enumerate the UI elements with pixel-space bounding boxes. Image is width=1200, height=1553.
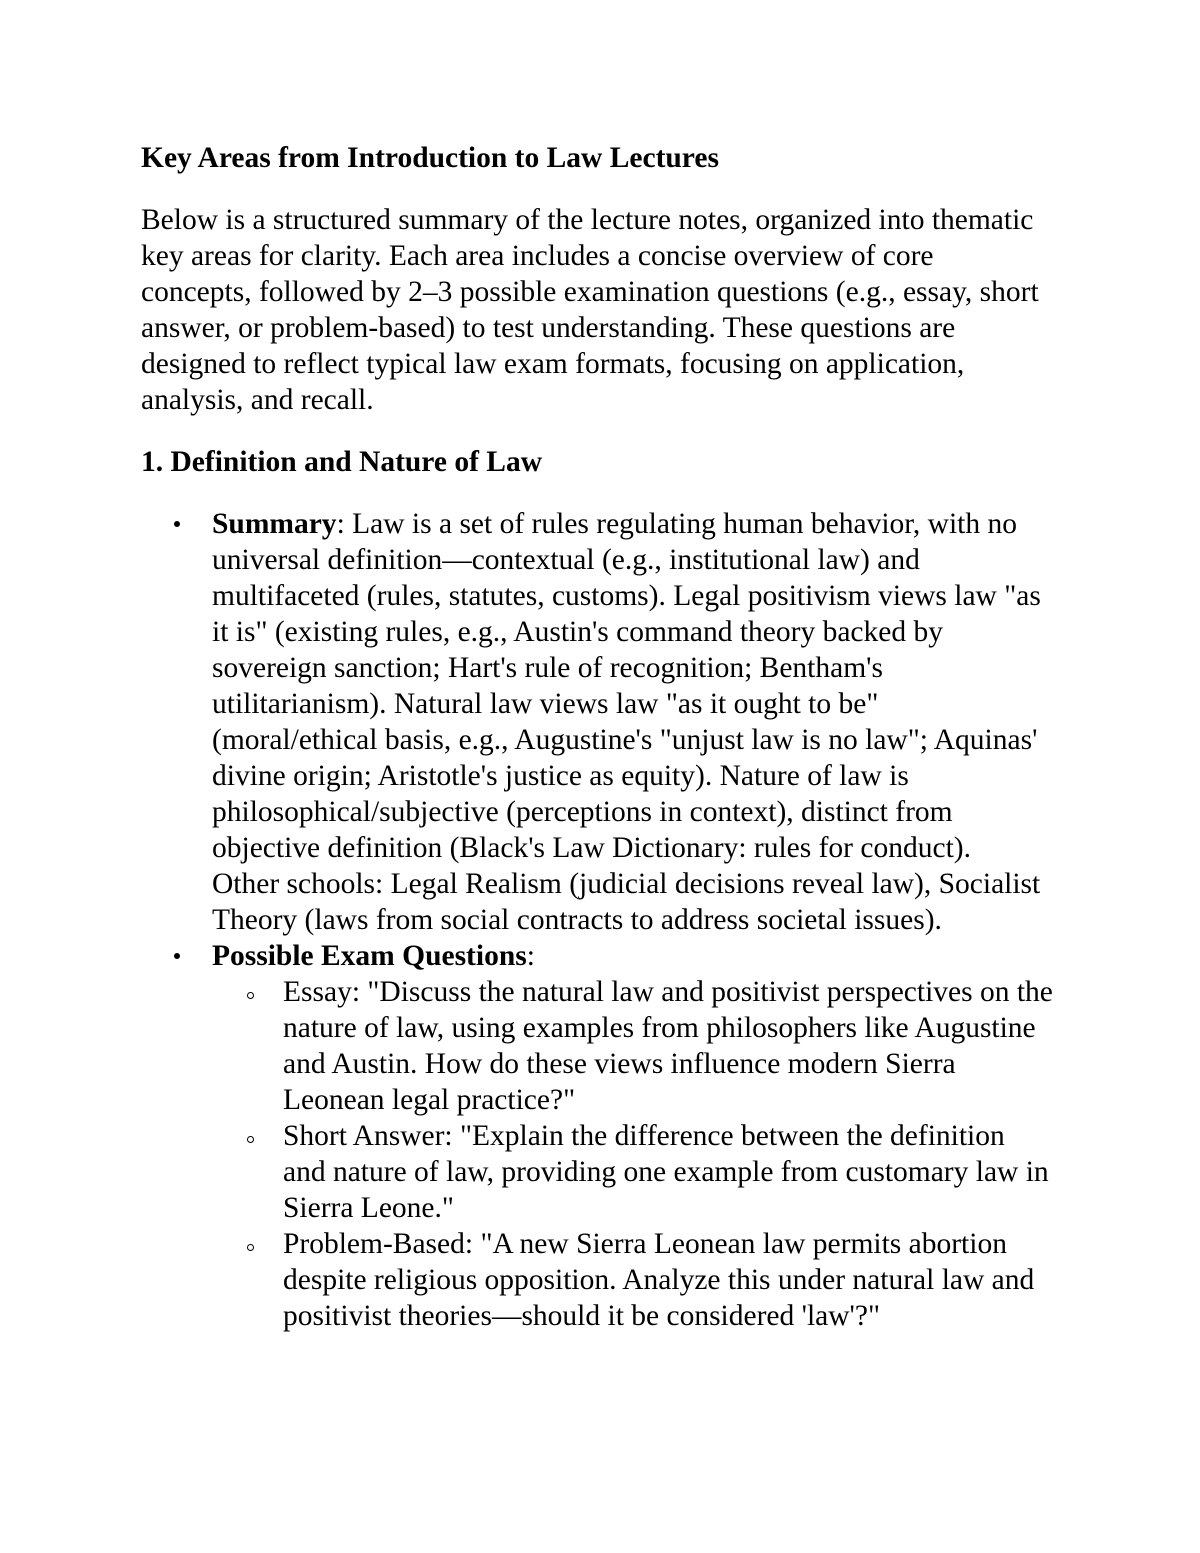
bullet-icon [174,953,180,959]
summary-item [141,506,1061,938]
exam-question-item [212,1118,1061,1226]
exam-questions-list [212,974,1061,1334]
exam-questions-label: Possible Exam Questions [212,940,527,972]
bullet-icon [174,521,180,527]
exam-questions-heading [212,938,1061,974]
exam-question-text: Essay: "Discuss the natural law and positivist perspectives on the nature of law, using examples from philosophers like Augustine and Austin. How do these views influence modern Sierra Leonean legal practice?" [283,976,1053,1116]
exam-questions-colon: : [526,940,535,972]
section-bullet-list [141,506,1061,1334]
section-heading: 1. Definition and Nature of Law [141,446,543,478]
exam-questions-item [141,938,1061,1334]
exam-question-item [212,1226,1061,1334]
document-content [141,140,1061,1334]
exam-question-item [212,974,1061,1118]
summary-body [212,506,1042,938]
summary-text: Law is a set of rules regulating human behavior, with no universal definition—contextual (e.g., institutional law) and multifaceted (rules, statutes, customs). Legal positivism views law "as it is" (existing rules, e.g., Austin's command theory backed by sovereign sanction; Hart's rule of recognition; Bentham's utilitarianism). Natural law views law "as it ought to be" (moral/ethical basis, e.g., Augustine's "unjust law is no law"; Aquinas' divine origin; Aristotle's justice as equity). Nature of law is philosophical/subjective (perceptions in context), distinct from objective definition (Black's Law Dictionary: rules for conduct). Other schools: Legal Realism (judicial decisions reveal law), Socialist Theory (laws from social contracts to address societal issues). [212,508,1041,936]
exam-question-text: Problem-Based: "A new Sierra Leonean law permits abortion despite religious opposition. Analyze this under natural law and positivist theories—should it be considered 'law'?" [283,1228,1035,1332]
summary-colon: : [336,508,345,540]
circle-bullet-icon [247,992,254,999]
document-title: Key Areas from Introduction to Law Lectures [141,142,719,174]
summary-label: Summary [212,508,337,540]
circle-bullet-icon [247,1136,254,1143]
intro-paragraph: Below is a structured summary of the lecture notes, organized into thematic key areas for clarity. Each area includes a concise overview of core concepts, followed by 2–3 possible examination questions (e.g., essay, short answer, or problem-based) to test understanding. These questions are designed to reflect typical law exam formats, focusing on application, analysis, and recall. [141,204,1039,416]
circle-bullet-icon [247,1244,254,1251]
exam-question-text: Short Answer: "Explain the difference between the definition and nature of law, providing one example from customary law in Sierra Leone." [283,1120,1049,1224]
